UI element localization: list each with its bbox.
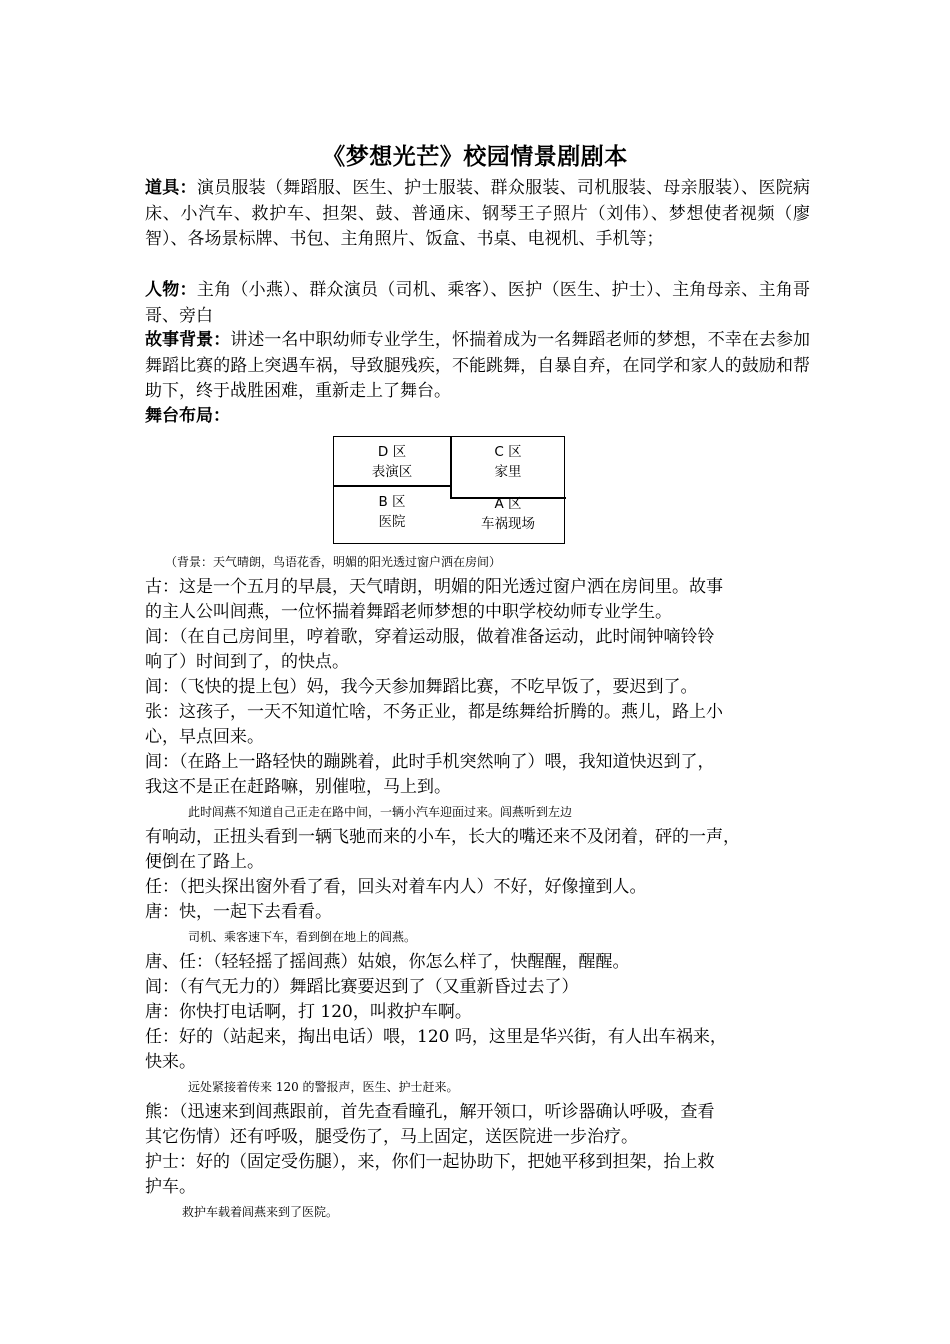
script-line: 便倒在了路上。: [145, 852, 264, 872]
characters-section: [145, 278, 810, 329]
script-line: 唐：你快打电话啊，打 120，叫救护车啊。: [145, 1002, 472, 1022]
zone-b: [334, 492, 450, 532]
props-section: [145, 176, 810, 253]
zone-b-desc: 医院: [378, 514, 406, 530]
script-line: 闾：（有气无力的）舞蹈比赛要迟到了（又重新昏过去了）: [145, 977, 579, 997]
script-line: 任：（把头探出窗外看了看，回头对着车内人）不好，好像撞到人。: [145, 877, 647, 897]
script-line: 有响动，正扭头看到一辆飞驰而来的小车，长大的嘴还来不及闭着，砰的一声，: [145, 827, 740, 847]
zone-d-desc: 表演区: [371, 464, 413, 480]
script-line: 响了）时间到了，的快点。: [145, 652, 349, 672]
script-line: 张：这孩子，一天不知道忙啥，不务正业，都是练舞给折腾的。燕儿，路上小: [145, 702, 723, 722]
script-line: 快来。: [145, 1052, 196, 1072]
zone-a-desc: 车祸现场: [481, 516, 535, 532]
script-line: 救护车载着闾燕来到了医院。: [182, 1205, 339, 1219]
script-line: 闾：（在自己房间里，哼着歌，穿着运动服，做着准备运动，此时闹钟嘀铃铃: [145, 627, 715, 647]
script-line: 心，早点回来。: [145, 727, 264, 747]
script-line: 护车。: [145, 1177, 196, 1197]
script-line: 闾：（在路上一路轻快的蹦跳着，此时手机突然响了）喂，我知道快迟到了，: [145, 752, 715, 772]
script-line: 闾：（飞快的提上包）妈，我今天参加舞蹈比赛，不吃早饭了，要迟到了。: [145, 677, 698, 697]
script-line: 此时闾燕不知道自己正走在路中间，一辆小汽车迎面过来。闾燕听到左边: [188, 805, 573, 819]
background-label: 故事背景：: [145, 330, 231, 350]
document-title: 《梦想光芒》校园情景剧剧本: [322, 144, 628, 170]
stage-layout-label: 舞台布局：: [145, 406, 230, 426]
characters-text: 主角（小燕）、群众演员（司机、乘客）、医护（医生、护士）、主角母亲、主角哥哥、旁白: [145, 280, 811, 326]
props-label: 道具：: [145, 178, 197, 198]
script-line: 其它伤情）还有呼吸，腿受伤了，马上固定，送医院进一步治疗。: [145, 1127, 638, 1147]
script-line: （背景：天气晴朗，鸟语花香，明媚的阳光透过窗户洒在房间）: [165, 555, 502, 569]
script-line: 唐：快，一起下去看看。: [145, 902, 332, 922]
background-section: [145, 328, 810, 405]
script-line: 任：好的（站起来，掏出电话）喂，120 吗，这里是华兴街，有人出车祸来，: [145, 1027, 727, 1047]
script-line: 熊：（迅速来到闾燕跟前，首先查看瞳孔，解开领口，听诊器确认呼吸，查看: [145, 1102, 715, 1122]
zone-c-desc: 家里: [494, 464, 522, 480]
characters-label: 人物：: [145, 280, 197, 300]
script-line: 唐、任：（轻轻摇了摇闾燕）姑娘，你怎么样了，快醒醒，醒醒。: [145, 952, 630, 972]
zone-d-name: D 区: [377, 444, 407, 460]
script-line: 我这不是正在赶路嘛，别催啦，马上到。: [145, 777, 451, 797]
stage-layout-diagram: [333, 436, 565, 544]
background-text: 讲述一名中职幼师专业学生，怀揣着成为一名舞蹈老师的梦想，不幸在去参加舞蹈比赛的路上突遇车祸，导致腿残疾，不能跳舞，自暴自弃，在同学和家人的鼓励和帮助下，终于战胜困难，重新走上了舞台。: [145, 330, 811, 401]
zone-a-name: A 区: [494, 496, 522, 512]
zone-b-name: B 区: [378, 494, 406, 510]
zone-c: [451, 442, 565, 482]
script-line: 古：这是一个五月的早晨，天气晴朗，明媚的阳光透过窗户洒在房间里。故事: [145, 577, 723, 597]
script-line: 护士：好的（固定受伤腿），来，你们一起协助下，把她平移到担架，抬上救: [145, 1152, 715, 1172]
script-line: 司机、乘客速下车，看到倒在地上的闾燕。: [188, 930, 417, 944]
props-text: 演员服装（舞蹈服、医生、护士服装、群众服装、司机服装、母亲服装）、医院病床、小汽车、救护车、担架、鼓、普通床、钢琴王子照片（刘伟）、梦想使者视频（廖智）、各场景标牌、书包、主角照片、饭盒、书桌、电视机、手机等；: [145, 178, 811, 249]
divider-left: [334, 485, 450, 487]
script-line: 的主人公叫闾燕，一位怀揣着舞蹈老师梦想的中职学校幼师专业学生。: [145, 602, 672, 622]
zone-a: [451, 494, 565, 534]
zone-d: [334, 442, 450, 482]
zone-c-name: C 区: [494, 444, 522, 460]
script-line: 远处紧接着传来 120 的警报声，医生、护士赶来。: [188, 1080, 459, 1094]
stage-layout-heading: [145, 404, 810, 430]
